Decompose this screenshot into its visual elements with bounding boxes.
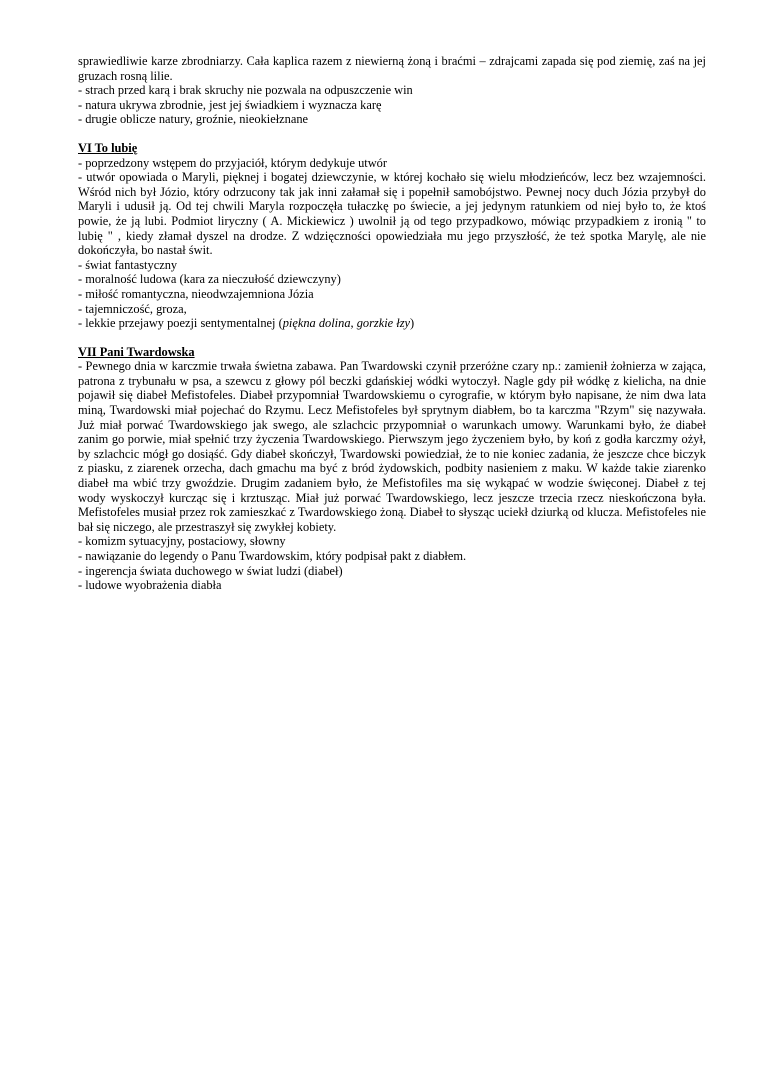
section-bullet: - ludowe wyobrażenia diabła: [78, 578, 222, 593]
section-bullet: - miłość romantyczna, nieodwzajemniona Józia: [78, 286, 314, 301]
section-to-lubie: [78, 141, 706, 331]
intro-bullet: - natura ukrywa zbrodnie, jest jej świadkiem i wyznacza karę: [78, 97, 382, 112]
intro-bullet: - strach przed karą i brak skruchy nie pozwala na odpuszczenie win: [78, 83, 413, 98]
bullet-prefix: - lekkie przejawy poezji sentymentalnej (: [78, 316, 283, 331]
section-bullet: - świat fantastyczny: [78, 257, 178, 272]
section-bullet: - nawiązanie do legendy o Panu Twardowskim, który podpisał pakt z diabłem.: [78, 549, 467, 563]
section-heading: VII Pani Twardowska: [78, 344, 195, 359]
section-bullet: - tajemniczość, groza,: [78, 301, 187, 316]
section-bullet: - komizm sytuacyjny, postaciowy, słowny: [78, 534, 286, 549]
section-intro-line: - poprzedzony wstępem do przyjaciół, którym dedykuje utwór: [78, 155, 387, 170]
section-bullet: [78, 316, 706, 331]
section-paragraph: - utwór opowiada o Maryli, pięknej i bogatej dziewczynie, w której kochało się wielu młodzieńców, lecz bez wzajemności. Wśród nich był Józio, który odrzucony tak jak inni załamał się i popełnił samobójstwo. Pewnej nocy duch Józia przybył do Maryli i udusił ją. Od tej chwili Maryla rozpoczęła tułaczkę po świecie, a jej jedynym ratunkiem od niej było to, że ktoś powie, że ją lubi. Podmiot liryczny ( A. Mickiewicz ) uwolnił ją od tego przypadkowo, mówiąc przypadkiem z ironią " to lubię " , kiedy złamał dyszel na drodze. Z wdzięczności opowiedziała mu jego przyszłość, że też spotka Marylę, ale nie dokończyła, bo nastał świt.: [78, 170, 706, 258]
section-heading: VI To lubię: [78, 140, 138, 155]
bullet-suffix: ): [410, 316, 415, 331]
bullet-italic-quote: piękna dolina, gorzkie łzy: [282, 316, 411, 331]
intro-paragraph: sprawiedliwie karze zbrodniarzy. Cała kaplica razem z niewierną żoną i braćmi – zdrajcami zapada się pod ziemię, zaś na jej gruzach rosną lilie.: [78, 54, 706, 83]
section-paragraph: - Pewnego dnia w karczmie trwała świetna zabawa. Pan Twardowski czynił przeróżne czary np.: zamienił żołnierza w zająca, patrona z trybunału w psa, a szewcu z głowy pól beczki gdańskiej wódki wytoczył. Nagle gdy pił wódkę z kielicha, na dnie pojawił się diabeł Mefistofeles. Diabeł przypomniał Twardowskiemu o cyrografie, w którym było napisane, że nim dwa lata miną, Twardowski miał pojechać do Rzymu. Lecz Mefistofeles był sprytnym diabłem, bo ta karczma "Rzym" się nazywała. Już miał porwać Twardowskiego jak swego, ale szlachcic przypomniał o warunkach umowy. Warunkami było, że diabeł zanim go porwie, miał spełnić trzy życzenia Twardowskiego. Pierwszym jego życzeniem było, by koń z godła karczmy ożył, by szlachcic mógł go dosiąść. Gdy diabeł skończył, Twardowski powiedział, że to nie koniec zadania, że jeszcze chce biczyk z piasku, z ziarenek orzecha, dach gmachu ma być z bród żydowskich, podbity nasieniem z maku. W każde takie ziarenko diabeł ma wbić trzy gwoździe. Drugim zadaniem było, że Mefistofiles ma się wykąpać w wodzie święconej. Diabeł z tej wody wyskoczył kurcząc się i krztusząc. Miał już porwać Twardowskiego, lecz jeszcze trzecia rzecz nieskończona była. Mefistofeles musiał przez rok zamieszkać z Twardowskiego żoną. Diabeł to słysząc uciekł dziurką od klucza. Mefistofeles nie bał się niczego, ale przestraszył się zwykłej kobiety.: [78, 359, 706, 534]
section-bullet: - ingerencja świata duchowego w świat ludzi (diabeł): [78, 563, 343, 578]
document-page: [78, 54, 706, 593]
section-bullet: - moralność ludowa (kara za nieczułość dziewczyny): [78, 272, 341, 287]
intro-bullet: - drugie oblicze natury, groźnie, nieokiełznane: [78, 112, 309, 127]
section-pani-twardowska: [78, 345, 706, 593]
